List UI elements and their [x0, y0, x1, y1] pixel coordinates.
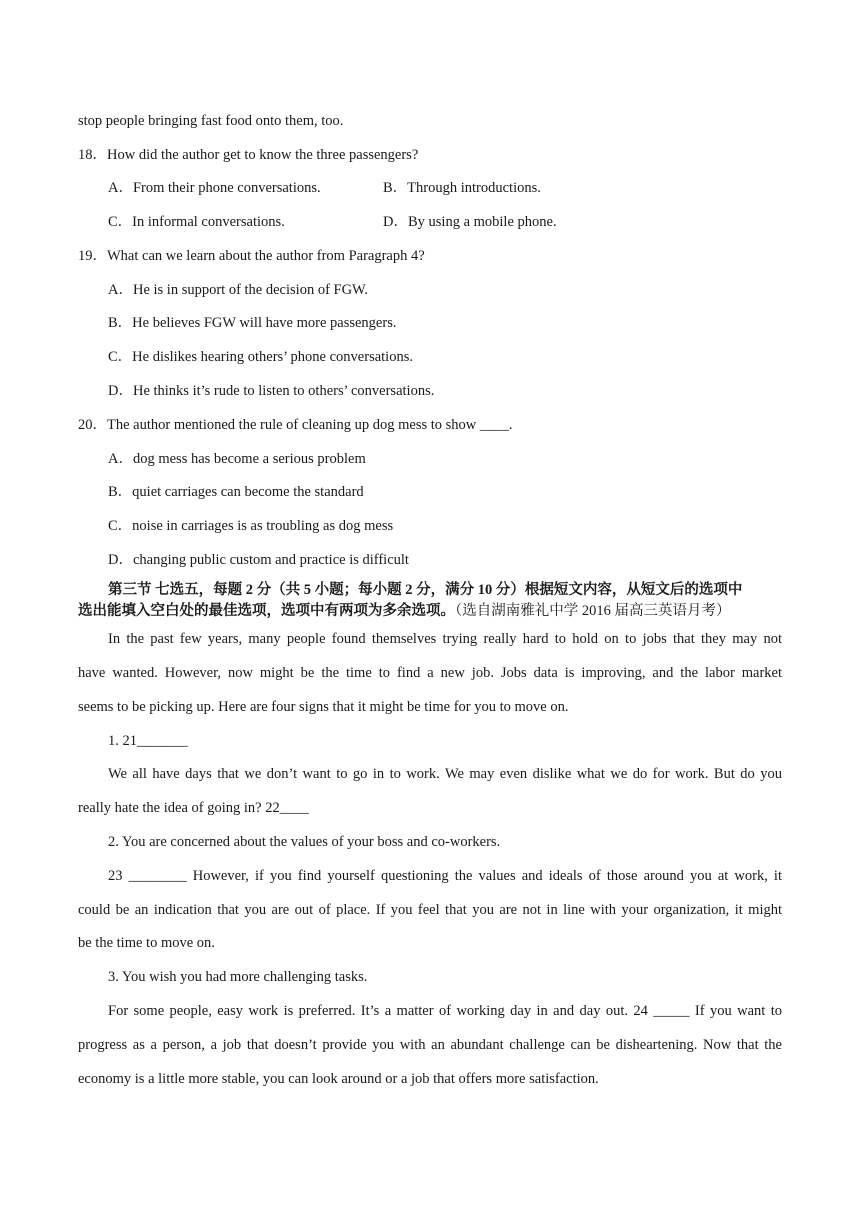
question-20-stem: 20．The author mentioned the rule of cleaning up dog mess to show ____.: [78, 417, 513, 433]
question-19-option-d[interactable]: D．He thinks it’s rude to listen to others’ conversations.: [108, 383, 435, 399]
question-18-stem: 18．How did the author get to know the three passengers?: [78, 147, 419, 163]
passage-p3-line-2: could be an indication that you are out of place. If you feel that you are not in line with your organization, it might: [78, 902, 782, 918]
question-20-option-d[interactable]: D．changing public custom and practice is difficult: [108, 552, 409, 568]
passage-p3-line-1: 23 ________ However, if you find yourself questioning the values and ideals of those around you at work, it: [108, 868, 782, 884]
section-heading-line-2: [78, 601, 731, 621]
passage-p4-line-2: progress as a person, a job that doesn’t provide you with an abundant challenge can be disheartening. Now that the: [78, 1037, 782, 1053]
passage-p1-line-2: have wanted. However, now might be the time to find a new job. Jobs data is improving, and the labor market: [78, 665, 782, 681]
question-19-stem: 19．What can we learn about the author from Paragraph 4?: [78, 248, 425, 264]
passage-p4-line-3: economy is a little more stable, you can look around or a job that offers more satisfaction.: [78, 1071, 599, 1087]
question-19-option-c[interactable]: C．He dislikes hearing others’ phone conversations.: [108, 349, 413, 365]
question-19-option-b[interactable]: B．He believes FGW will have more passengers.: [108, 315, 397, 331]
passage-p3-line-3: be the time to move on.: [78, 935, 215, 951]
passage-p1-line-3: seems to be picking up. Here are four signs that it might be time for you to move on.: [78, 699, 569, 715]
question-18-option-c[interactable]: C．In informal conversations.: [108, 214, 285, 230]
passage-heading-2: 2. You are concerned about the values of your boss and co-workers.: [108, 834, 501, 850]
passage-p1-line-1: In the past few years, many people found themselves trying really hard to hold on to jobs that they may not: [108, 631, 782, 647]
section-source: （选自湖南雅礼中学 2016 届高三英语月考）: [455, 603, 731, 619]
question-18-option-a[interactable]: A．From their phone conversations.: [108, 180, 321, 196]
section-heading-line-1: 第三节 七选五，每题 2 分（共 5 小题；每小题 2 分，满分 10 分）根据短文内容，从短文后的选项中: [108, 582, 743, 598]
intro-tail: stop people bringing fast food onto them, too.: [78, 113, 344, 129]
section-heading-text: 选出能填入空白处的最佳选项，选项中有两项为多余选项。: [78, 603, 455, 619]
question-20-option-a[interactable]: A．dog mess has become a serious problem: [108, 451, 366, 467]
question-18-option-b[interactable]: B．Through introductions.: [383, 180, 541, 196]
passage-p4-line-1: For some people, easy work is preferred. It’s a matter of working day in and day out. 24 _____ If you want to: [108, 1003, 782, 1019]
question-20-option-b[interactable]: B．quiet carriages can become the standard: [108, 484, 364, 500]
passage-p2-line-1: We all have days that we don’t want to go in to work. We may even dislike what we do for work. But do you: [108, 766, 782, 782]
question-20-option-c[interactable]: C．noise in carriages is as troubling as dog mess: [108, 518, 394, 534]
passage-p2-line-2: really hate the idea of going in? 22____: [78, 800, 309, 816]
passage-heading-3: 3. You wish you had more challenging tasks.: [108, 969, 368, 985]
passage-heading-1: 1. 21_______: [108, 733, 188, 749]
question-19-option-a[interactable]: A．He is in support of the decision of FGW.: [108, 282, 369, 298]
question-18-option-d[interactable]: D．By using a mobile phone.: [383, 214, 557, 230]
